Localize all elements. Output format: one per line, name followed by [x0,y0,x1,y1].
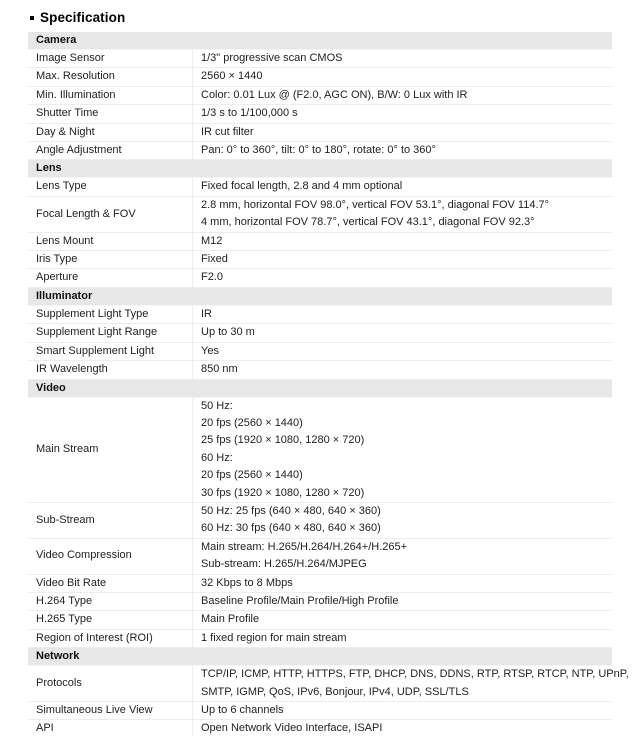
spec-value-line: Color: 0.01 Lux @ (F2.0, AGC ON), B/W: 0 Lux with IR [201,88,468,101]
spec-value [193,343,612,360]
spec-value-line: M12 [201,234,223,247]
spec-value [193,105,612,122]
spec-value-line: 32 Kbps to 8 Mbps [201,576,293,589]
spec-label: Region of Interest (ROI) [28,630,193,647]
spec-value-line: 4 mm, horizontal FOV 78.7°, vertical FOV 43.1°, diagonal FOV 92.3° [201,216,535,229]
spec-value-line: 20 fps (2560 × 1440) [201,416,303,429]
spec-label: Aperture [28,269,193,286]
table-row [28,68,612,86]
table-row [28,343,612,361]
table-row [28,306,612,324]
spec-value-line: 30 fps (1920 × 1080, 1280 × 720) [201,486,365,499]
spec-value [193,398,612,502]
spec-label: H.264 Type [28,593,193,610]
spec-value-line: Up to 6 channels [201,704,284,716]
spec-value-line: 50 Hz: [201,399,233,412]
table-row [28,361,612,379]
spec-label: Simultaneous Live View [28,702,193,719]
spec-label: Supplement Light Range [28,324,193,341]
spec-value-line: 20 fps (2560 × 1440) [201,469,303,482]
spec-label: Video Compression [28,539,193,574]
spec-label: Smart Supplement Light [28,343,193,360]
spec-table [28,32,629,736]
spec-value-line: IR cut filter [201,125,254,138]
section-header-video: Video [28,380,612,398]
spec-value-line: 850 nm [201,363,238,376]
spec-label: IR Wavelength [28,361,193,378]
spec-label: Focal Length & FOV [28,197,193,232]
spec-value [193,68,612,85]
bullet-icon [30,16,34,20]
spec-label: Lens Mount [28,233,193,250]
spec-value-line: Baseline Profile/Main Profile/High Profile [201,594,399,607]
spec-label: H.265 Type [28,611,193,628]
spec-value [193,124,612,141]
table-row [28,142,612,160]
spec-label: Main Stream [28,398,193,502]
table-row [28,124,612,142]
spec-value-line: F2.0 [201,271,224,284]
spec-value-line: Yes [201,344,219,357]
section-header-illuminator: Illuminator [28,288,612,306]
spec-label: Min. Illumination [28,87,193,104]
spec-value-line: 2560 × 1440 [201,70,263,83]
spec-value [193,593,612,610]
spec-value-line: Sub-stream: H.265/H.264/MJPEG [201,558,367,571]
spec-label: Video Bit Rate [28,575,193,592]
table-row [28,575,612,593]
table-row [28,105,612,123]
spec-label: Angle Adjustment [28,142,193,159]
spec-value-line: Open Network Video Interface, ISAPI [201,722,383,735]
section-header-camera: Camera [28,32,612,50]
spec-value [193,142,612,159]
spec-label: API [28,720,193,736]
section-header-lens: Lens [28,160,612,178]
table-row [28,630,612,648]
table-row [28,720,612,736]
spec-value-line: Main stream: H.265/H.264/H.264+/H.265+ [201,540,408,553]
table-row [28,539,612,575]
table-row [28,324,612,342]
spec-value-line: Up to 30 m [201,326,255,339]
spec-value [193,630,612,647]
page-title-text: Specification [40,10,126,25]
table-row [28,269,612,287]
spec-value-line: Main Profile [201,613,260,626]
spec-value [193,575,612,592]
spec-value-line: 25 fps (1920 × 1080, 1280 × 720) [201,434,365,447]
spec-value [193,702,612,719]
spec-value [193,306,612,323]
spec-value [193,361,612,378]
spec-label: Image Sensor [28,50,193,67]
spec-value-line: TCP/IP, ICMP, HTTP, HTTPS, FTP, DHCP, DNS, DDNS, RTP, RTSP, RTCP, NTP, UPnP, [201,668,629,681]
spec-label: Lens Type [28,178,193,195]
spec-value [193,178,612,195]
spec-value-line: 1/3 s to 1/100,000 s [201,107,298,120]
spec-value-line: 2.8 mm, horizontal FOV 98.0°, vertical FOV 53.1°, diagonal FOV 114.7° [201,198,550,211]
spec-value [193,720,612,736]
spec-label: Max. Resolution [28,68,193,85]
spec-value [193,611,612,628]
table-row [28,233,612,251]
spec-value-line: 50 Hz: 25 fps (640 × 480, 640 × 360) [201,504,381,517]
spec-label: Protocols [28,666,193,701]
table-row [28,251,612,269]
table-row [28,87,612,105]
table-row [28,702,612,720]
spec-value [193,87,612,104]
spec-value-line: 60 Hz: [201,451,233,464]
section-header-network: Network [28,648,612,666]
spec-value-line: 60 Hz: 30 fps (640 × 480, 640 × 360) [201,522,381,535]
table-row [28,50,612,68]
spec-value-line: Fixed focal length, 2.8 and 4 mm optional [201,180,403,193]
spec-label: Day & Night [28,124,193,141]
spec-label: Supplement Light Type [28,306,193,323]
table-row [28,593,612,611]
spec-value-line: SMTP, IGMP, QoS, IPv6, Bonjour, IPv4, UDP, SSL/TLS [201,685,469,698]
spec-value [193,324,612,341]
spec-value-line: Pan: 0° to 360°, tilt: 0° to 180°, rotate: 0° to 360° [201,144,436,157]
spec-label: Iris Type [28,251,193,268]
spec-value [193,666,637,701]
spec-value [193,50,612,67]
table-row [28,611,612,629]
page-title [30,10,612,25]
spec-value [193,251,612,268]
spec-value-line: 1 fixed region for main stream [201,631,347,644]
table-row [28,666,629,702]
spec-value [193,233,612,250]
table-row [28,197,612,233]
spec-value-line: IR [201,307,212,320]
spec-value [193,269,612,286]
spec-value [193,197,612,232]
spec-label: Shutter Time [28,105,193,122]
table-row [28,503,612,539]
spec-value [193,539,612,574]
spec-value-line: 1/3" progressive scan CMOS [201,52,343,64]
spec-label: Sub-Stream [28,503,193,538]
table-row [28,398,612,503]
table-row [28,178,612,196]
spec-value-line: Fixed [201,253,228,266]
spec-value [193,503,612,538]
